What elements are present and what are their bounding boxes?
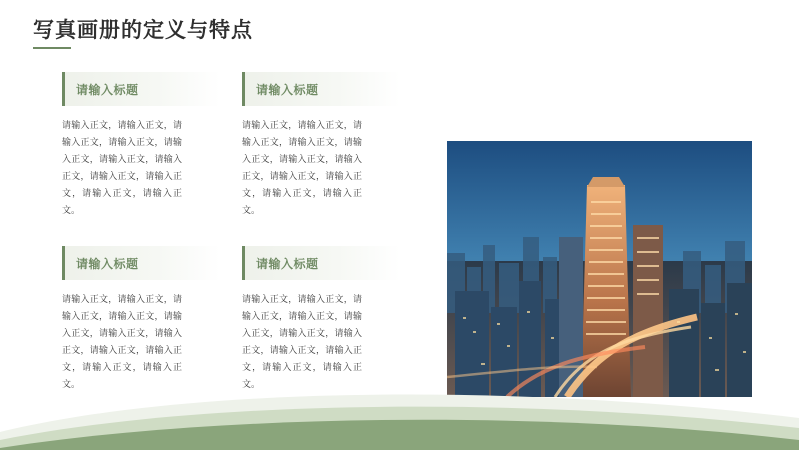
- card-heading-1: 请输入标题: [76, 82, 139, 97]
- page-title: 写真画册的定义与特点: [33, 19, 253, 42]
- content-card-1: [62, 72, 220, 219]
- card-header-3: [62, 246, 220, 280]
- card-body-1: 请输入正文，请输入正文，请输入正文，请输入正文，请输入正文，请输入正文，请输入正文，请输入正文，请输入正文，请输入正文，请输入正文。: [62, 120, 182, 215]
- content-card-2: [242, 72, 400, 219]
- card-header-4: [242, 246, 400, 280]
- card-body-2: 请输入正文，请输入正文，请输入正文，请输入正文，请输入正文，请输入正文，请输入正文，请输入正文，请输入正文，请输入正文，请输入正文。: [242, 120, 362, 215]
- card-heading-3: 请输入标题: [76, 256, 139, 271]
- row-spacer: [62, 219, 422, 246]
- bottom-decoration: [0, 378, 799, 450]
- card-heading-2: 请输入标题: [256, 82, 319, 97]
- card-body-3: 请输入正文，请输入正文，请输入正文，请输入正文，请输入正文，请输入正文，请输入正文，请输入正文，请输入正文，请输入正文，请输入正文。: [62, 294, 182, 389]
- content-grid: [62, 72, 422, 393]
- content-row-1: [62, 72, 422, 219]
- card-header-2: [242, 72, 400, 106]
- content-card-4: [242, 246, 400, 393]
- page-title-group: [33, 17, 253, 49]
- city-skyline-night-photo: [447, 141, 752, 397]
- title-underline: [33, 47, 71, 49]
- card-heading-4: 请输入标题: [256, 256, 319, 271]
- card-body-4: 请输入正文，请输入正文，请输入正文，请输入正文，请输入正文，请输入正文，请输入正文，请输入正文，请输入正文，请输入正文，请输入正文。: [242, 294, 362, 389]
- content-card-3: [62, 246, 220, 393]
- content-row-2: [62, 246, 422, 393]
- card-header-1: [62, 72, 220, 106]
